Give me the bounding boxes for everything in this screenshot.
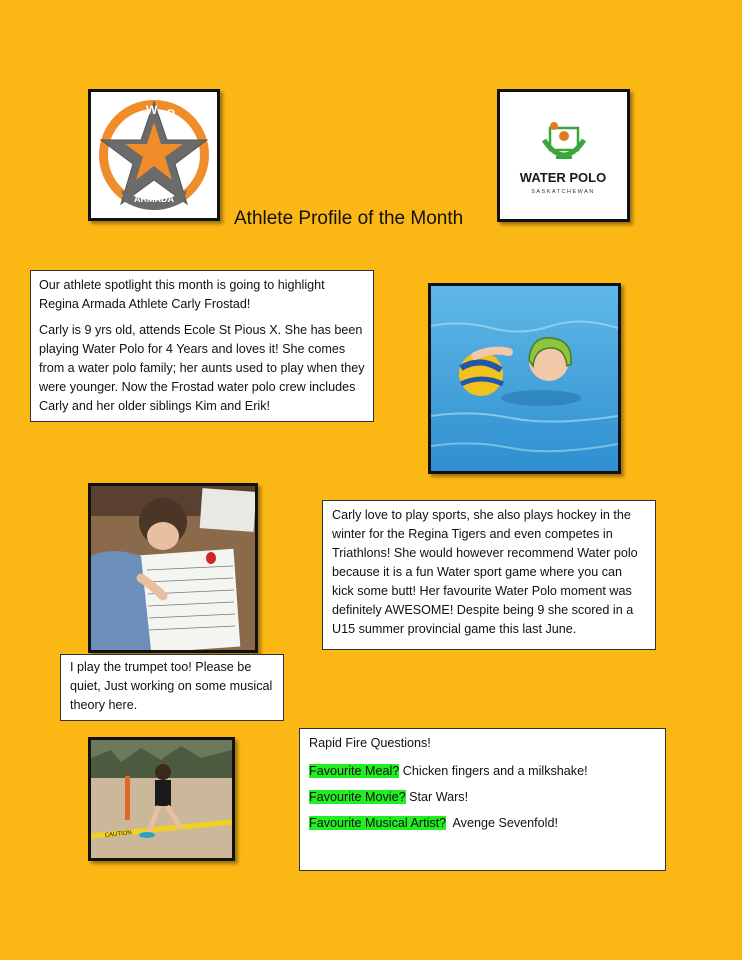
- favourite-meal-question: Favourite Meal?: [309, 764, 400, 778]
- svg-text:R: R: [129, 113, 138, 127]
- svg-text:A: A: [181, 121, 190, 135]
- intro-paragraph: Carly is 9 yrs old, attends Ecole St Pious X. She has been playing Water Polo for 4 Years and loves it! She comes from a water polo family; her aunts used to play when they were younger. Now the Frostad water polo crew includes Carly and her older siblings Kim and Erik!: [39, 323, 365, 413]
- favourite-movie-question: Favourite Movie?: [309, 790, 406, 804]
- trumpet-textbox: [60, 654, 284, 721]
- sports-textbox: [322, 500, 656, 650]
- rwpa-armada-logo: [88, 89, 220, 221]
- swimmer-with-ball-image: [431, 286, 618, 471]
- water-polo-saskatchewan-logo: [497, 89, 630, 222]
- rapid-fire-item: [309, 762, 656, 781]
- rapid-fire-item: [309, 788, 656, 807]
- rapid-fire-item: [309, 814, 656, 833]
- trumpet-caption: I play the trumpet too! Please be quiet, Just working on some musical theory here.: [70, 660, 273, 712]
- girl-writing-music-image: [91, 486, 255, 650]
- intro-paragraph: Our athlete spotlight this month is going to highlight Regina Armada Athlete Carly Frostad!: [39, 278, 325, 311]
- rapid-fire-heading: Rapid Fire Questions!: [309, 736, 431, 750]
- favourite-artist-answer: Avenge Sevenfold!: [446, 816, 558, 830]
- pool-photo: [428, 283, 621, 474]
- svg-text:P: P: [167, 107, 176, 121]
- rapid-fire-textbox: [299, 728, 666, 871]
- armada-star-icon: [91, 92, 217, 218]
- study-photo: [88, 483, 258, 653]
- page-title: Athlete Profile of the Month: [234, 208, 464, 229]
- water-polo-icon: [500, 92, 627, 219]
- svg-text:W: W: [146, 103, 158, 117]
- favourite-artist-question: Favourite Musical Artist?: [309, 816, 447, 830]
- favourite-movie-answer: Star Wars!: [405, 790, 469, 804]
- favourite-meal-answer: Chicken fingers and a milkshake!: [399, 764, 588, 778]
- svg-text:SASKATCHEWAN: SASKATCHEWAN: [531, 189, 595, 195]
- svg-text:ARMADA: ARMADA: [134, 194, 174, 204]
- svg-text:CAUTION: CAUTION: [104, 830, 133, 839]
- svg-text:WATER POLO: WATER POLO: [519, 170, 607, 185]
- intro-textbox: [30, 270, 374, 422]
- runner-image: [91, 740, 232, 858]
- triathlon-photo: [88, 737, 235, 861]
- sports-paragraph: Carly love to play sports, she also plays hockey in the winter for the Regina Tigers and even competes in Triathlons! She would however recommend Water polo because it is a fun Water sport game where you can kick some butt! Her favourite Water Polo moment was definitely AWESOME! Despite being 9 she scored in a U15 summer provincial game this last June.: [332, 508, 638, 636]
